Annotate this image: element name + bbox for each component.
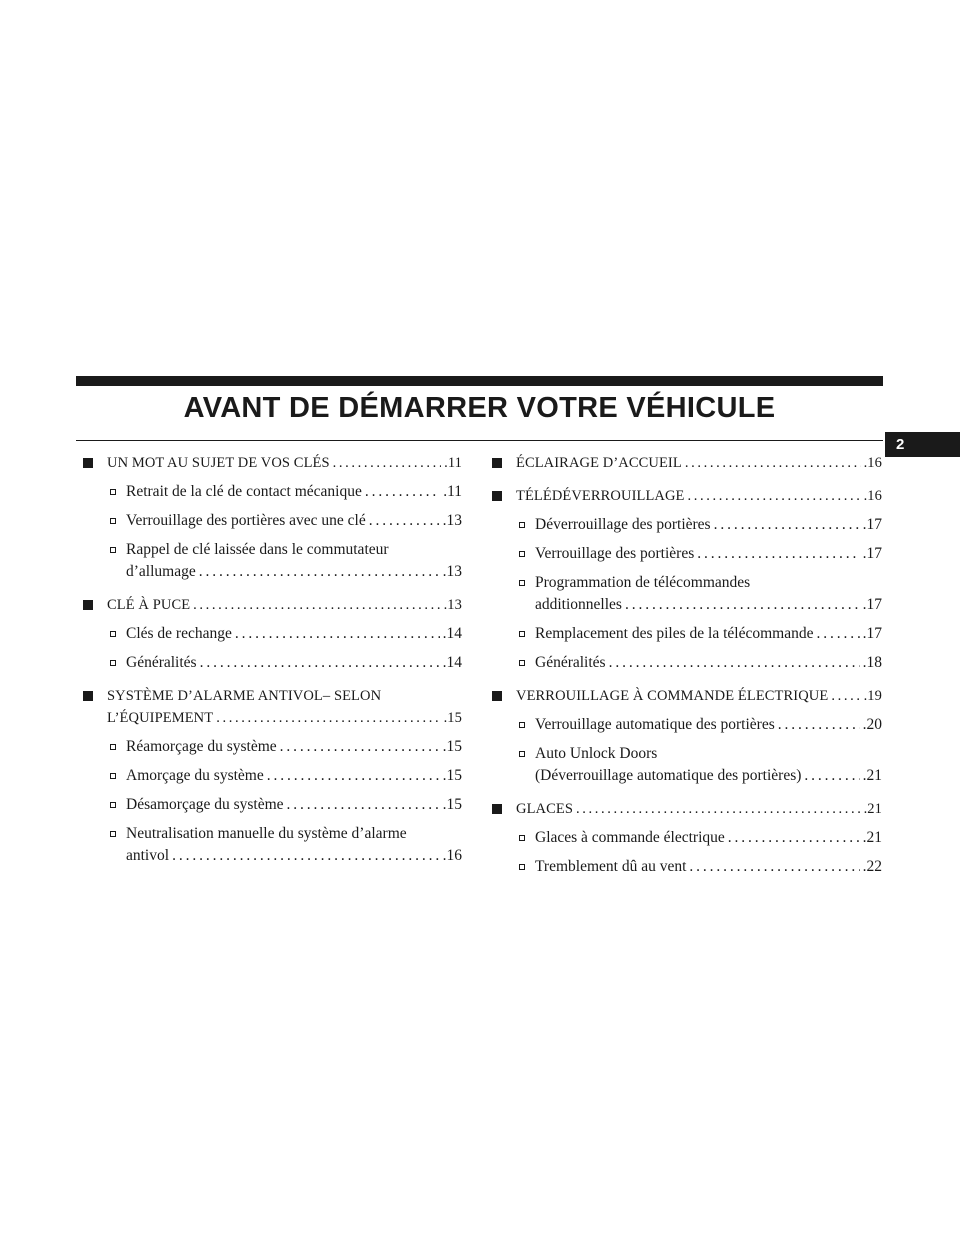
toc-entry-title: Généralités bbox=[126, 654, 197, 671]
dot-leader bbox=[172, 845, 440, 867]
toc-entry[interactable] bbox=[83, 623, 462, 645]
toc-page-number: .16 bbox=[863, 455, 882, 471]
filled-square-bullet-icon bbox=[492, 804, 502, 814]
filled-square-bullet-icon bbox=[83, 691, 93, 701]
toc-left-column bbox=[83, 452, 462, 867]
toc-entry[interactable] bbox=[83, 452, 462, 474]
toc-entry[interactable] bbox=[492, 572, 882, 616]
toc-right-column bbox=[492, 452, 882, 878]
hollow-square-bullet-icon bbox=[110, 773, 116, 779]
dot-leader bbox=[333, 452, 441, 474]
toc-entry-title: (Déverrouillage automatique des portières) bbox=[535, 767, 802, 784]
dot-leader bbox=[280, 736, 440, 758]
dot-leader bbox=[688, 485, 861, 507]
hollow-square-bullet-icon bbox=[110, 518, 116, 524]
toc-entry[interactable] bbox=[492, 652, 882, 674]
toc-page-number: .17 bbox=[862, 596, 882, 613]
toc-entry[interactable] bbox=[492, 623, 882, 645]
toc-entry-title: antivol bbox=[126, 847, 170, 864]
toc-entry-title: Amorçage du système bbox=[126, 767, 264, 784]
dot-leader bbox=[714, 514, 860, 536]
chapter-bottom-rule bbox=[76, 440, 883, 441]
dot-leader bbox=[816, 623, 859, 645]
toc-page-number: .22 bbox=[862, 858, 882, 875]
toc-entry-title: Retrait de la clé de contact mécanique bbox=[126, 483, 362, 500]
toc-entry-title-line: SYSTÈME D’ALARME ANTIVOL– SELON bbox=[107, 688, 382, 704]
chapter-title: AVANT DE DÉMARRER VOTRE VÉHICULE bbox=[183, 392, 776, 424]
toc-page-number: .17 bbox=[862, 625, 882, 642]
toc-page-number: .15 bbox=[442, 796, 462, 813]
toc-page-number: .16 bbox=[442, 847, 462, 864]
dot-leader bbox=[728, 827, 860, 849]
toc-entry[interactable] bbox=[492, 485, 882, 507]
dot-leader bbox=[689, 856, 859, 878]
hollow-square-bullet-icon bbox=[519, 751, 525, 757]
toc-entry-title: Verrouillage automatique des portières bbox=[535, 716, 775, 733]
toc-entry-title: Généralités bbox=[535, 654, 606, 671]
toc-entry[interactable] bbox=[83, 823, 462, 867]
toc-entry-title: CLÉ À PUCE bbox=[107, 597, 191, 613]
hollow-square-bullet-icon bbox=[519, 580, 525, 586]
toc-entry-title: d’allumage bbox=[126, 563, 196, 580]
toc-entry[interactable] bbox=[83, 685, 462, 729]
toc-page-number: .18 bbox=[862, 654, 882, 671]
toc-page-number: .14 bbox=[442, 625, 462, 642]
toc-entry[interactable] bbox=[83, 594, 462, 616]
toc-page-number: .15 bbox=[442, 767, 462, 784]
toc-page-number: .17 bbox=[862, 545, 882, 562]
toc-entry[interactable] bbox=[492, 452, 882, 474]
toc-entry[interactable] bbox=[492, 856, 882, 878]
hollow-square-bullet-icon bbox=[519, 835, 525, 841]
dot-leader bbox=[193, 594, 440, 616]
toc-entry-title-line: Neutralisation manuelle du système d’alarme bbox=[126, 825, 407, 842]
toc-page-number: .14 bbox=[442, 654, 462, 671]
toc-page-number: .21 bbox=[862, 829, 882, 846]
toc-entry[interactable] bbox=[83, 652, 462, 674]
filled-square-bullet-icon bbox=[83, 458, 93, 468]
toc-entry-title: L’ÉQUIPEMENT bbox=[107, 710, 214, 726]
toc-entry[interactable] bbox=[492, 685, 882, 707]
toc-entry-title: GLACES bbox=[516, 801, 573, 817]
hollow-square-bullet-icon bbox=[519, 551, 525, 557]
toc-entry-title-line: Rappel de clé laissée dans le commutateur bbox=[126, 541, 389, 558]
toc-entry-title: Verrouillage des portières bbox=[535, 545, 695, 562]
hollow-square-bullet-icon bbox=[519, 660, 525, 666]
toc-entry[interactable] bbox=[492, 798, 882, 820]
dot-leader bbox=[199, 561, 440, 583]
toc-entry-title: Réamorçage du système bbox=[126, 738, 277, 755]
toc-page-number: .13 bbox=[442, 563, 462, 580]
toc-entry[interactable] bbox=[83, 794, 462, 816]
dot-leader bbox=[804, 765, 859, 787]
toc-page-number: .11 bbox=[444, 455, 462, 471]
toc-page-number: .17 bbox=[862, 516, 882, 533]
dot-leader bbox=[697, 543, 859, 565]
dot-leader bbox=[685, 452, 861, 474]
hollow-square-bullet-icon bbox=[110, 802, 116, 808]
toc-entry[interactable] bbox=[83, 539, 462, 583]
chapter-top-rule bbox=[76, 376, 883, 386]
filled-square-bullet-icon bbox=[492, 691, 502, 701]
toc-entry-title: Clés de rechange bbox=[126, 625, 232, 642]
hollow-square-bullet-icon bbox=[519, 631, 525, 637]
toc-entry[interactable] bbox=[492, 514, 882, 536]
toc-entry-title-line: Auto Unlock Doors bbox=[535, 745, 658, 762]
dot-leader bbox=[365, 481, 440, 503]
toc-entry-title: Verrouillage des portières avec une clé bbox=[126, 512, 366, 529]
dot-leader bbox=[216, 707, 440, 729]
filled-square-bullet-icon bbox=[492, 491, 502, 501]
toc-entry[interactable] bbox=[83, 481, 462, 503]
toc-page-number: .19 bbox=[863, 688, 882, 704]
toc-entry[interactable] bbox=[492, 743, 882, 787]
dot-leader bbox=[369, 510, 440, 532]
dot-leader bbox=[267, 765, 440, 787]
toc-entry[interactable] bbox=[492, 827, 882, 849]
toc-entry[interactable] bbox=[83, 736, 462, 758]
toc-entry-title: Déverrouillage des portières bbox=[535, 516, 711, 533]
dot-leader bbox=[778, 714, 860, 736]
hollow-square-bullet-icon bbox=[519, 864, 525, 870]
hollow-square-bullet-icon bbox=[110, 547, 116, 553]
toc-page-number: .13 bbox=[442, 512, 462, 529]
toc-entry-title: ÉCLAIRAGE D’ACCUEIL bbox=[516, 455, 682, 471]
toc-entry[interactable] bbox=[83, 510, 462, 532]
toc-page-number: .11 bbox=[443, 483, 462, 500]
toc-entry-title: Remplacement des piles de la télécommande bbox=[535, 625, 814, 642]
hollow-square-bullet-icon bbox=[110, 660, 116, 666]
hollow-square-bullet-icon bbox=[519, 722, 525, 728]
dot-leader bbox=[625, 594, 860, 616]
dot-leader bbox=[287, 794, 440, 816]
toc-entry[interactable] bbox=[492, 543, 882, 565]
hollow-square-bullet-icon bbox=[110, 489, 116, 495]
toc-entry-title-line: Programmation de télécommandes bbox=[535, 574, 751, 591]
hollow-square-bullet-icon bbox=[519, 522, 525, 528]
toc-entry-title: Glaces à commande électrique bbox=[535, 829, 725, 846]
dot-leader bbox=[576, 798, 861, 820]
toc-entry-title: additionnelles bbox=[535, 596, 622, 613]
toc-entry[interactable] bbox=[83, 765, 462, 787]
toc-page-number: .13 bbox=[443, 597, 462, 613]
filled-square-bullet-icon bbox=[83, 600, 93, 610]
toc-entry[interactable] bbox=[492, 714, 882, 736]
toc-page-number: .21 bbox=[862, 767, 882, 784]
toc-page-number: .16 bbox=[863, 488, 882, 504]
toc-page-number: .15 bbox=[443, 710, 462, 726]
hollow-square-bullet-icon bbox=[110, 831, 116, 837]
dot-leader bbox=[609, 652, 860, 674]
filled-square-bullet-icon bbox=[492, 458, 502, 468]
toc-page-number: .20 bbox=[862, 716, 882, 733]
dot-leader bbox=[235, 623, 440, 645]
hollow-square-bullet-icon bbox=[110, 744, 116, 750]
hollow-square-bullet-icon bbox=[110, 631, 116, 637]
toc-page-number: .15 bbox=[442, 738, 462, 755]
toc-entry-title: UN MOT AU SUJET DE VOS CLÉS bbox=[107, 455, 330, 471]
dot-leader bbox=[200, 652, 440, 674]
chapter-number-tab: 2 bbox=[885, 432, 960, 457]
toc-entry-title: Désamorçage du système bbox=[126, 796, 284, 813]
toc-entry-title: TÉLÉDÉVERROUILLAGE bbox=[516, 488, 685, 504]
toc-entry-title: VERROUILLAGE À COMMANDE ÉLECTRIQUE bbox=[516, 688, 829, 704]
toc-entry-title: Tremblement dû au vent bbox=[535, 858, 687, 875]
toc-page-number: .21 bbox=[863, 801, 882, 817]
dot-leader bbox=[831, 685, 860, 707]
